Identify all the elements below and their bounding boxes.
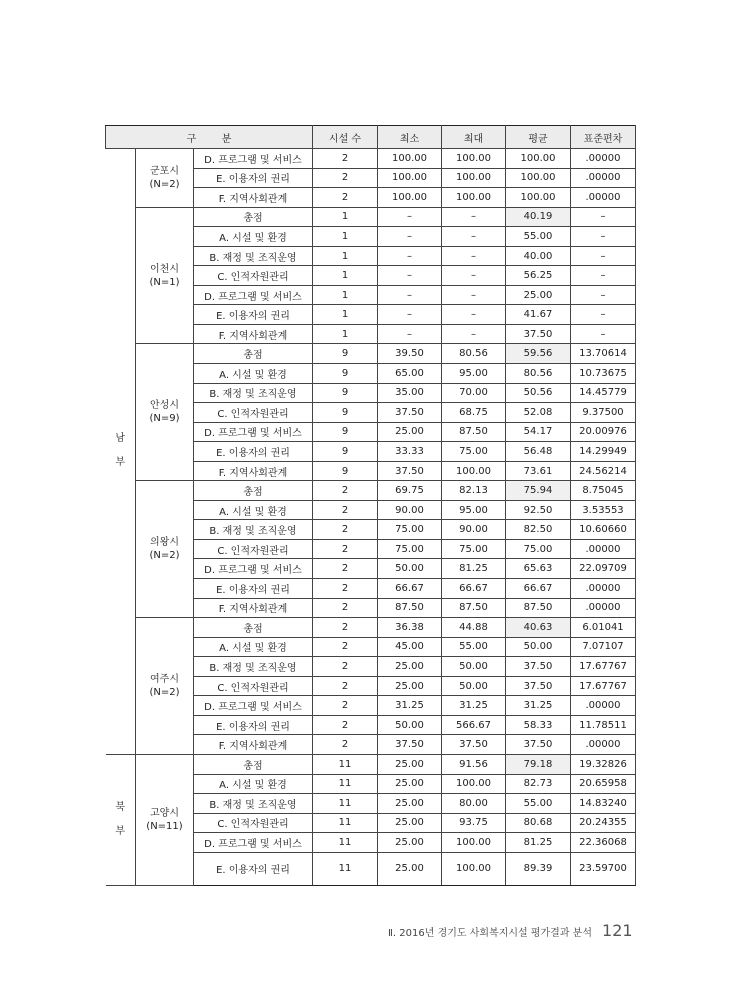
row-sd: – [571, 324, 636, 344]
row-count: 2 [313, 520, 378, 540]
row-sd: .00000 [571, 539, 636, 559]
row-count: 1 [313, 305, 378, 325]
row-item: C. 인적자원관리 [194, 676, 313, 696]
row-sd: – [571, 266, 636, 286]
header-category: 구 분 [106, 126, 313, 149]
row-min: 37.50 [378, 461, 442, 481]
row-sd: .00000 [571, 735, 636, 755]
table-row [106, 344, 636, 364]
row-avg: 100.00 [506, 168, 571, 188]
header-min: 최소 [378, 126, 442, 149]
row-item: A. 시설 및 환경 [194, 227, 313, 247]
row-avg: 52.08 [506, 403, 571, 423]
row-avg: 66.67 [506, 579, 571, 599]
row-count: 9 [313, 461, 378, 481]
city-label: 여주시 (N=2) [149, 674, 180, 699]
row-min: – [378, 324, 442, 344]
row-sd: – [571, 207, 636, 227]
row-avg: 58.33 [506, 715, 571, 735]
row-max: – [442, 285, 506, 305]
row-count: 2 [313, 637, 378, 657]
row-item: 총점 [194, 754, 313, 774]
row-min: 65.00 [378, 364, 442, 384]
row-count: 2 [313, 696, 378, 716]
row-max: 81.25 [442, 559, 506, 579]
row-sd: 13.70614 [571, 344, 636, 364]
row-max: 87.50 [442, 422, 506, 442]
row-item: B. 재정 및 조직운영 [194, 657, 313, 677]
row-item: 총점 [194, 344, 313, 364]
row-item: F. 지역사회관계 [194, 598, 313, 618]
row-avg: 87.50 [506, 598, 571, 618]
row-item: C. 인적자원관리 [194, 266, 313, 286]
row-avg: 25.00 [506, 285, 571, 305]
row-item: D. 프로그램 및 서비스 [194, 149, 313, 169]
data-table [105, 125, 636, 886]
row-avg: 56.48 [506, 442, 571, 462]
row-avg: 89.39 [506, 852, 571, 885]
row-count: 2 [313, 481, 378, 501]
row-avg: 37.50 [506, 324, 571, 344]
row-avg: 50.56 [506, 383, 571, 403]
row-sd: 20.65958 [571, 774, 636, 794]
city-cell [136, 207, 194, 344]
row-item: F. 지역사회관계 [194, 461, 313, 481]
row-max: 70.00 [442, 383, 506, 403]
row-sd: 10.73675 [571, 364, 636, 384]
row-max: 31.25 [442, 696, 506, 716]
row-min: – [378, 207, 442, 227]
city-label: 의왕시 (N=2) [149, 537, 180, 562]
row-min: 25.00 [378, 754, 442, 774]
row-count: 9 [313, 403, 378, 423]
row-count: 9 [313, 442, 378, 462]
row-item: E. 이용자의 권리 [194, 168, 313, 188]
row-min: 25.00 [378, 657, 442, 677]
row-sd: – [571, 285, 636, 305]
city-label: 군포시 (N=2) [149, 165, 180, 190]
row-sd: .00000 [571, 168, 636, 188]
row-sd: 14.29949 [571, 442, 636, 462]
row-item: E. 이용자의 권리 [194, 579, 313, 599]
row-item: F. 지역사회관계 [194, 735, 313, 755]
row-min: 25.00 [378, 833, 442, 853]
row-max: – [442, 305, 506, 325]
row-min: 69.75 [378, 481, 442, 501]
row-min: 45.00 [378, 637, 442, 657]
row-min: 35.00 [378, 383, 442, 403]
row-count: 2 [313, 559, 378, 579]
row-item: B. 재정 및 조직운영 [194, 794, 313, 814]
row-count: 2 [313, 657, 378, 677]
row-sd: 22.09709 [571, 559, 636, 579]
region-cell [106, 149, 136, 755]
row-avg: 55.00 [506, 227, 571, 247]
row-avg: 82.50 [506, 520, 571, 540]
row-min: 25.00 [378, 774, 442, 794]
row-avg: 41.67 [506, 305, 571, 325]
row-avg: 73.61 [506, 461, 571, 481]
row-max: – [442, 324, 506, 344]
row-item: C. 인적자원관리 [194, 539, 313, 559]
header-row [106, 126, 636, 149]
row-avg: 54.17 [506, 422, 571, 442]
header-sd: 표준편차 [571, 126, 636, 149]
row-min: – [378, 246, 442, 266]
row-min: 37.50 [378, 735, 442, 755]
row-max: 566.67 [442, 715, 506, 735]
row-max: 55.00 [442, 637, 506, 657]
row-sd: 11.78511 [571, 715, 636, 735]
row-min: 50.00 [378, 559, 442, 579]
row-item: B. 재정 및 조직운영 [194, 383, 313, 403]
row-min: 90.00 [378, 500, 442, 520]
table-row [106, 149, 636, 169]
row-sd: 14.83240 [571, 794, 636, 814]
row-item: A. 시설 및 환경 [194, 774, 313, 794]
row-count: 11 [313, 852, 378, 885]
row-max: 75.00 [442, 442, 506, 462]
row-sd: – [571, 246, 636, 266]
row-sd: – [571, 305, 636, 325]
row-item: 총점 [194, 207, 313, 227]
row-max: – [442, 266, 506, 286]
row-count: 9 [313, 383, 378, 403]
row-min: – [378, 285, 442, 305]
header-count: 시설 수 [313, 126, 378, 149]
region-label: 북 부 [115, 801, 126, 837]
row-max: 44.88 [442, 618, 506, 638]
row-max: 37.50 [442, 735, 506, 755]
row-count: 2 [313, 579, 378, 599]
row-sd: 17.67767 [571, 657, 636, 677]
row-sd: 23.59700 [571, 852, 636, 885]
row-count: 2 [313, 539, 378, 559]
row-count: 2 [313, 676, 378, 696]
row-count: 2 [313, 618, 378, 638]
row-sd: 9.37500 [571, 403, 636, 423]
row-count: 11 [313, 813, 378, 833]
row-min: 37.50 [378, 403, 442, 423]
row-sd: 6.01041 [571, 618, 636, 638]
row-min: 39.50 [378, 344, 442, 364]
table-row [106, 754, 636, 774]
row-min: 50.00 [378, 715, 442, 735]
row-max: – [442, 246, 506, 266]
row-min: 31.25 [378, 696, 442, 716]
row-item: E. 이용자의 권리 [194, 442, 313, 462]
row-max: 100.00 [442, 833, 506, 853]
row-sd: – [571, 227, 636, 247]
row-avg: 40.19 [506, 207, 571, 227]
row-item: E. 이용자의 권리 [194, 305, 313, 325]
row-max: 100.00 [442, 168, 506, 188]
row-min: 100.00 [378, 188, 442, 208]
row-item: E. 이용자의 권리 [194, 715, 313, 735]
row-max: 100.00 [442, 852, 506, 885]
row-avg: 65.63 [506, 559, 571, 579]
row-sd: 14.45779 [571, 383, 636, 403]
row-min: 100.00 [378, 149, 442, 169]
row-count: 2 [313, 168, 378, 188]
row-item: 총점 [194, 618, 313, 638]
row-avg: 55.00 [506, 794, 571, 814]
row-item: B. 재정 및 조직운영 [194, 246, 313, 266]
row-avg: 31.25 [506, 696, 571, 716]
city-cell [136, 344, 194, 481]
row-min: – [378, 266, 442, 286]
footer-text: Ⅱ. 2016년 경기도 사회복지시설 평가결과 분석 [388, 928, 593, 939]
row-item: F. 지역사회관계 [194, 324, 313, 344]
table-row [106, 207, 636, 227]
row-count: 1 [313, 285, 378, 305]
table-body [106, 149, 636, 886]
row-min: 75.00 [378, 520, 442, 540]
row-min: – [378, 305, 442, 325]
table-row [106, 618, 636, 638]
row-item: B. 재정 및 조직운영 [194, 520, 313, 540]
row-count: 2 [313, 598, 378, 618]
row-item: C. 인적자원관리 [194, 813, 313, 833]
row-min: 36.38 [378, 618, 442, 638]
row-avg: 40.00 [506, 246, 571, 266]
row-item: D. 프로그램 및 서비스 [194, 422, 313, 442]
row-max: 82.13 [442, 481, 506, 501]
row-min: 25.00 [378, 813, 442, 833]
row-avg: 92.50 [506, 500, 571, 520]
row-avg: 75.00 [506, 539, 571, 559]
row-max: 75.00 [442, 539, 506, 559]
row-sd: .00000 [571, 149, 636, 169]
row-avg: 75.94 [506, 481, 571, 501]
row-count: 11 [313, 833, 378, 853]
row-max: 95.00 [442, 500, 506, 520]
row-min: 33.33 [378, 442, 442, 462]
row-count: 1 [313, 227, 378, 247]
row-avg: 80.56 [506, 364, 571, 384]
city-label: 안성시 (N=9) [149, 400, 180, 425]
row-count: 1 [313, 207, 378, 227]
row-sd: 20.00976 [571, 422, 636, 442]
row-count: 9 [313, 422, 378, 442]
row-item: 총점 [194, 481, 313, 501]
row-avg: 37.50 [506, 735, 571, 755]
row-item: A. 시설 및 환경 [194, 364, 313, 384]
city-label: 이천시 (N=1) [149, 263, 180, 288]
row-sd: .00000 [571, 598, 636, 618]
region-label: 남 부 [115, 433, 126, 469]
row-count: 2 [313, 500, 378, 520]
row-min: 87.50 [378, 598, 442, 618]
row-max: – [442, 207, 506, 227]
row-min: 100.00 [378, 168, 442, 188]
row-sd: 24.56214 [571, 461, 636, 481]
row-sd: .00000 [571, 188, 636, 208]
row-min: 75.00 [378, 539, 442, 559]
row-max: 68.75 [442, 403, 506, 423]
row-count: 9 [313, 344, 378, 364]
header-max: 최대 [442, 126, 506, 149]
row-min: 66.67 [378, 579, 442, 599]
row-max: – [442, 227, 506, 247]
row-sd: 3.53553 [571, 500, 636, 520]
row-count: 2 [313, 149, 378, 169]
city-label: 고양시 (N=11) [146, 807, 183, 832]
row-count: 2 [313, 715, 378, 735]
row-sd: 10.60660 [571, 520, 636, 540]
row-count: 2 [313, 735, 378, 755]
row-count: 11 [313, 774, 378, 794]
table-row [106, 481, 636, 501]
row-min: 25.00 [378, 676, 442, 696]
row-min: – [378, 227, 442, 247]
row-count: 2 [313, 188, 378, 208]
row-sd: 8.75045 [571, 481, 636, 501]
row-item: A. 시설 및 환경 [194, 500, 313, 520]
row-item: D. 프로그램 및 서비스 [194, 285, 313, 305]
row-max: 91.56 [442, 754, 506, 774]
row-max: 50.00 [442, 657, 506, 677]
row-count: 1 [313, 324, 378, 344]
row-item: D. 프로그램 및 서비스 [194, 833, 313, 853]
row-avg: 81.25 [506, 833, 571, 853]
row-max: 100.00 [442, 188, 506, 208]
row-min: 25.00 [378, 794, 442, 814]
row-max: 87.50 [442, 598, 506, 618]
city-cell [136, 481, 194, 618]
row-max: 100.00 [442, 149, 506, 169]
row-sd: 7.07107 [571, 637, 636, 657]
row-item: E. 이용자의 권리 [194, 852, 313, 885]
row-item: A. 시설 및 환경 [194, 637, 313, 657]
row-item: D. 프로그램 및 서비스 [194, 696, 313, 716]
row-count: 1 [313, 266, 378, 286]
row-min: 25.00 [378, 422, 442, 442]
row-count: 11 [313, 754, 378, 774]
row-avg: 59.56 [506, 344, 571, 364]
row-max: 90.00 [442, 520, 506, 540]
row-avg: 56.25 [506, 266, 571, 286]
region-cell [106, 754, 136, 885]
row-item: F. 지역사회관계 [194, 188, 313, 208]
row-min: 25.00 [378, 852, 442, 885]
row-sd: .00000 [571, 579, 636, 599]
row-max: 50.00 [442, 676, 506, 696]
row-sd: 17.67767 [571, 676, 636, 696]
row-avg: 82.73 [506, 774, 571, 794]
header-avg: 평균 [506, 126, 571, 149]
row-item: D. 프로그램 및 서비스 [194, 559, 313, 579]
row-avg: 50.00 [506, 637, 571, 657]
city-cell [136, 754, 194, 885]
row-sd: 19.32826 [571, 754, 636, 774]
row-avg: 79.18 [506, 754, 571, 774]
row-sd: 20.24355 [571, 813, 636, 833]
page-footer [388, 921, 633, 940]
row-max: 66.67 [442, 579, 506, 599]
row-max: 100.00 [442, 774, 506, 794]
city-cell [136, 149, 194, 208]
row-count: 9 [313, 364, 378, 384]
row-avg: 100.00 [506, 188, 571, 208]
row-item: C. 인적자원관리 [194, 403, 313, 423]
row-max: 93.75 [442, 813, 506, 833]
page-number: 121 [602, 921, 633, 940]
row-count: 11 [313, 794, 378, 814]
row-avg: 100.00 [506, 149, 571, 169]
row-avg: 40.63 [506, 618, 571, 638]
row-avg: 37.50 [506, 657, 571, 677]
row-max: 80.56 [442, 344, 506, 364]
row-sd: .00000 [571, 696, 636, 716]
row-count: 1 [313, 246, 378, 266]
row-avg: 37.50 [506, 676, 571, 696]
row-avg: 80.68 [506, 813, 571, 833]
city-cell [136, 618, 194, 755]
row-max: 80.00 [442, 794, 506, 814]
row-max: 100.00 [442, 461, 506, 481]
row-max: 95.00 [442, 364, 506, 384]
row-sd: 22.36068 [571, 833, 636, 853]
